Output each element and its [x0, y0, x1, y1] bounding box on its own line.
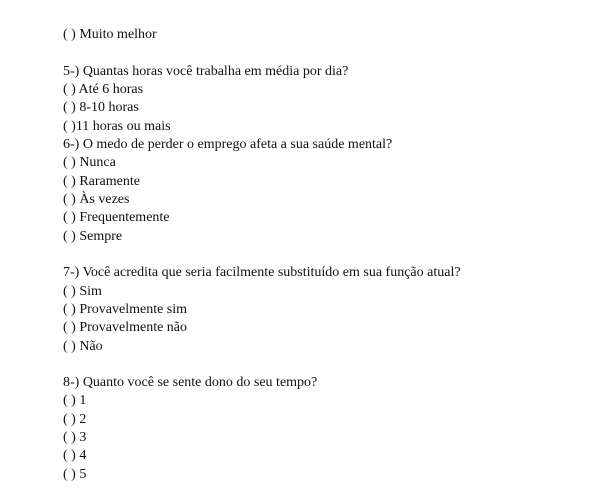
option-provavelmente-nao: ( ) Provavelmente não	[63, 320, 188, 335]
question-8: 8-) Quanto você se sente dono do seu tempo?	[63, 375, 318, 390]
option-frequentemente: ( ) Frequentemente	[63, 210, 170, 225]
option-raramente: ( ) Raramente	[63, 174, 140, 189]
question-6: 6-) O medo de perder o emprego afeta a sua saúde mental?	[63, 137, 393, 152]
option-nao: ( ) Não	[63, 339, 103, 354]
option-sempre: ( ) Sempre	[63, 229, 123, 244]
option-muito-melhor: ( ) Muito melhor	[63, 27, 157, 42]
option-3: ( ) 3	[63, 430, 87, 445]
question-5: 5-) Quantas horas você trabalha em média por dia?	[63, 64, 349, 79]
option-2: ( ) 2	[63, 412, 87, 427]
question-7: 7-) Você acredita que seria facilmente substituído em sua função atual?	[63, 265, 461, 280]
option-ate-6-horas: ( ) Até 6 horas	[63, 82, 144, 97]
option-8-10-horas: ( ) 8-10 horas	[63, 100, 139, 115]
option-provavelmente-sim: ( ) Provavelmente sim	[63, 302, 188, 317]
option-1: ( ) 1	[63, 393, 87, 408]
option-as-vezes: ( ) Às vezes	[63, 192, 130, 207]
option-5: ( ) 5	[63, 467, 87, 482]
option-11-horas-ou-mais: ( )11 horas ou mais	[63, 119, 171, 134]
option-4: ( ) 4	[63, 448, 87, 463]
option-sim: ( ) Sim	[63, 284, 102, 299]
option-nunca: ( ) Nunca	[63, 155, 116, 170]
